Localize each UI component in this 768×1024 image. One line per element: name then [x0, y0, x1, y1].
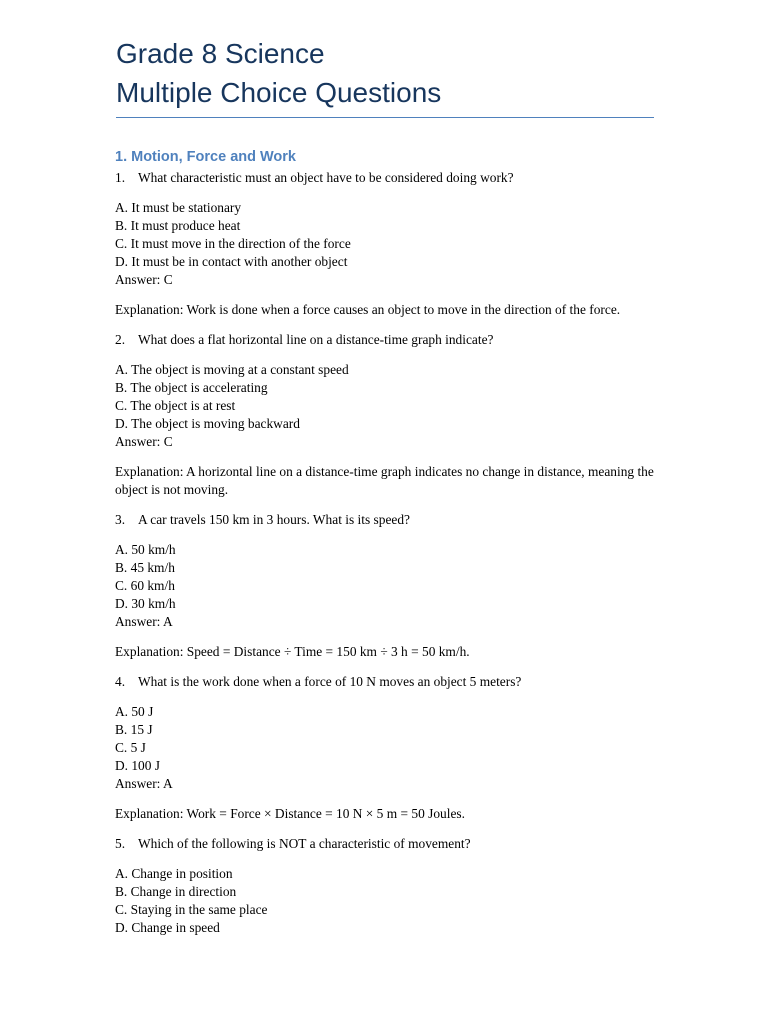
explanation: Explanation: A horizontal line on a distance-time graph indicates no change in distance, meaning the object is not moving. [115, 464, 654, 497]
answer-option: B. Change in direction [115, 884, 237, 899]
answer-option: A. The object is moving at a constant speed [115, 362, 349, 377]
question-text: A car travels 150 km in 3 hours. What is its speed? [138, 512, 410, 527]
question-number: 2. [115, 332, 126, 347]
question-line [115, 169, 655, 187]
question-list [115, 169, 655, 937]
answer-option: B. It must produce heat [115, 218, 241, 233]
answer-option: C. Staying in the same place [115, 902, 268, 917]
answer-option: A. 50 km/h [115, 542, 176, 557]
question-text: What is the work done when a force of 10 N moves an object 5 meters? [138, 674, 522, 689]
question-block [115, 169, 655, 319]
question-number: 3. [115, 512, 126, 527]
answer-key: Answer: A [115, 776, 173, 791]
answer-option: D. 30 km/h [115, 596, 176, 611]
question-line [115, 511, 655, 529]
question-number: 4. [115, 674, 126, 689]
question-block [115, 835, 655, 937]
page-title [116, 34, 441, 112]
answer-option: D. It must be in contact with another object [115, 254, 348, 269]
question-block [115, 673, 655, 823]
question-number: 5. [115, 836, 126, 851]
title-line-2: Multiple Choice Questions [116, 77, 442, 108]
answer-option: B. 45 km/h [115, 560, 175, 575]
question-line [115, 835, 655, 853]
answer-option: D. 100 J [115, 758, 161, 773]
answer-option: A. 50 J [115, 704, 154, 719]
question-text: What characteristic must an object have to be considered doing work? [138, 170, 514, 185]
document-body [115, 146, 655, 937]
answer-key: Answer: A [115, 614, 173, 629]
section-heading: 1. Motion, Force and Work [115, 149, 296, 165]
question-number: 1. [115, 170, 126, 185]
question-line [115, 673, 655, 691]
title-line-1: Grade 8 Science [116, 38, 325, 69]
question-block [115, 511, 655, 661]
answer-option: C. The object is at rest [115, 398, 236, 413]
answer-option: A. Change in position [115, 866, 233, 881]
answer-key: Answer: C [115, 434, 173, 449]
question-block [115, 331, 655, 499]
explanation: Explanation: Work is done when a force causes an object to move in the direction of the force. [115, 302, 621, 317]
answer-key: Answer: C [115, 272, 173, 287]
answer-option: D. Change in speed [115, 920, 220, 935]
title-divider [116, 117, 654, 118]
question-line [115, 331, 655, 349]
answer-option: A. It must be stationary [115, 200, 242, 215]
answer-option: B. The object is accelerating [115, 380, 268, 395]
answer-option: C. It must move in the direction of the force [115, 236, 351, 251]
answer-option: C. 5 J [115, 740, 146, 755]
question-text: What does a flat horizontal line on a distance-time graph indicate? [138, 332, 494, 347]
question-text: Which of the following is NOT a characteristic of movement? [138, 836, 471, 851]
explanation: Explanation: Work = Force × Distance = 10 N × 5 m = 50 Joules. [115, 806, 465, 821]
answer-option: C. 60 km/h [115, 578, 175, 593]
answer-option: B. 15 J [115, 722, 153, 737]
explanation: Explanation: Speed = Distance ÷ Time = 150 km ÷ 3 h = 50 km/h. [115, 644, 470, 659]
answer-option: D. The object is moving backward [115, 416, 300, 431]
